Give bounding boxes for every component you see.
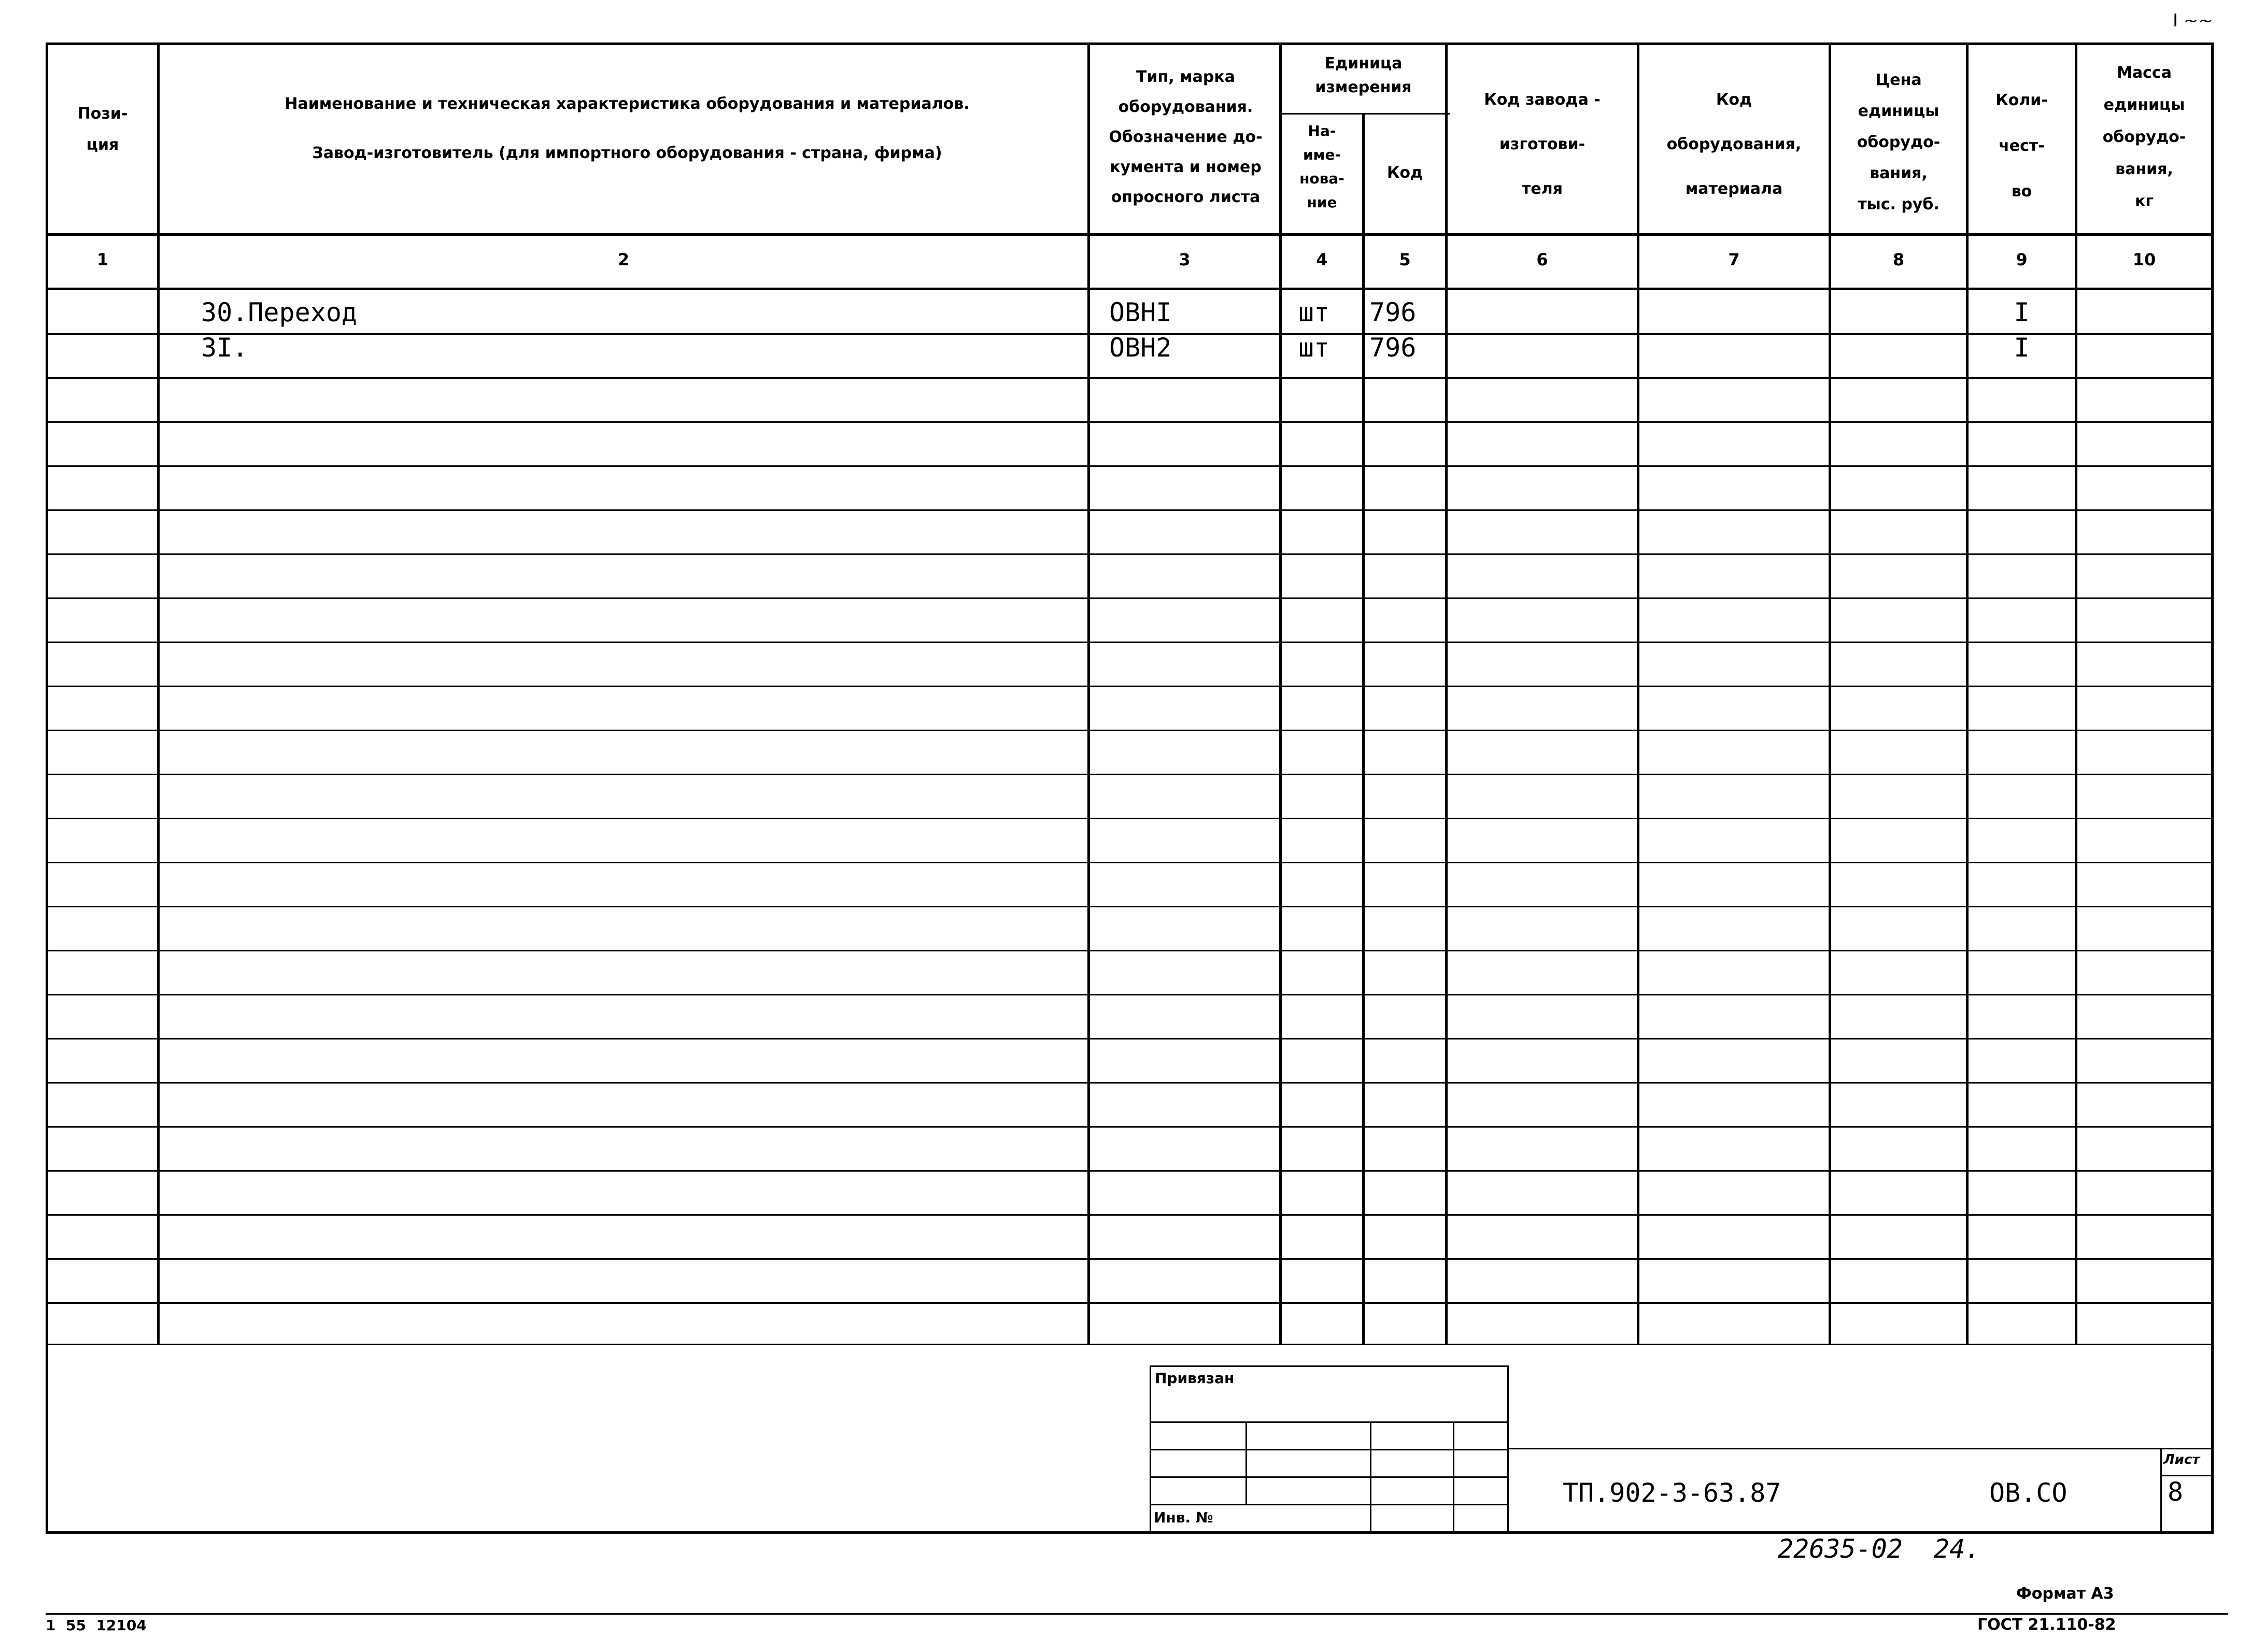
tb-vline: [1245, 1421, 1247, 1504]
gost-label: ГОСТ 21.110-82: [1977, 1616, 2116, 1634]
header-unit-name: На- име- нова- ние: [1299, 122, 1344, 211]
inventory-label: Инв. №: [1154, 1509, 1213, 1526]
col-number-4: 4: [1316, 250, 1328, 269]
tb-sheet-line: [2160, 1475, 2212, 1476]
col-divider-8: [1966, 42, 1969, 1345]
row-line: [46, 377, 2212, 379]
header-unit: Единица измерения: [1315, 54, 1412, 96]
unit-subheader-line: [1279, 113, 1450, 115]
row-unit-code: 796: [1369, 333, 1417, 363]
row-line: [46, 1038, 2212, 1039]
tb-vline: [1507, 1365, 1509, 1532]
col-divider-7: [1829, 42, 1831, 1345]
column-number-line: [46, 288, 2212, 290]
header-unit-code: Код: [1386, 164, 1423, 182]
col-divider-9: [2075, 42, 2077, 1345]
tb-vline: [1453, 1421, 1454, 1532]
col-number-9: 9: [2016, 250, 2028, 269]
row-name: 30.Переход: [201, 297, 358, 327]
corner-mark: I ~~: [2173, 10, 2213, 31]
format-label: Формат А3: [2016, 1585, 2114, 1603]
footer-left-code: 1 55 12104: [46, 1617, 147, 1634]
col-divider-4: [1362, 113, 1365, 1345]
row-line: [46, 774, 2212, 775]
footer-line: [46, 1613, 2228, 1615]
row-line: [46, 597, 2212, 599]
row-line: [46, 994, 2212, 995]
row-line: [46, 686, 2212, 687]
row-line: [46, 1170, 2212, 1172]
row-line: [46, 509, 2212, 511]
header-type: Тип, марка оборудования. Обозначение до- кумента и номер опросного листа: [1109, 68, 1263, 206]
col-divider-6: [1637, 42, 1639, 1345]
row-line: [46, 906, 2212, 907]
col-divider-3: [1279, 42, 1282, 1345]
col-number-5: 5: [1399, 250, 1411, 269]
tb-vline: [1370, 1421, 1371, 1532]
row-unit-name: шт: [1298, 333, 1330, 363]
col-divider-5: [1445, 42, 1448, 1345]
document-code: ТП.902-3-63.87: [1563, 1478, 1781, 1508]
row-type: ОВНI: [1109, 297, 1172, 327]
header-mass: Масса единицы оборудо- вания, кг: [2102, 64, 2186, 210]
col-number-2: 2: [617, 250, 630, 269]
header-name-line1: Наименование и техническая характеристика оборудования и материалов.: [285, 95, 970, 113]
row-line: [46, 1082, 2212, 1084]
header-quantity: Коли- чест- во: [1995, 91, 2048, 201]
col-number-6: 6: [1536, 250, 1548, 269]
table-top-border: [46, 42, 2212, 45]
tb-main-top-line: [1507, 1448, 2212, 1449]
row-line: [46, 730, 2212, 731]
header-factory-code: Код завода - изготови- теля: [1484, 91, 1601, 198]
row-line: [46, 1214, 2212, 1216]
row-unit-name: шт: [1298, 297, 1330, 327]
row-line: [46, 950, 2212, 951]
row-quantity: I: [2014, 333, 2030, 363]
row-line: [46, 1302, 2212, 1304]
row-line: [46, 553, 2212, 555]
tb-vline: [2160, 1448, 2162, 1532]
col-number-10: 10: [2132, 250, 2156, 269]
row-unit-code: 796: [1369, 297, 1417, 327]
header-position: Пози- ция: [77, 105, 128, 154]
tb-line: [1150, 1365, 1507, 1367]
header-name-line2: Завод-изготовитель (для импортного оборудования - страна, фирма): [312, 144, 942, 162]
col-number-3: 3: [1179, 250, 1191, 269]
section-code: ОВ.СО: [1989, 1478, 2068, 1508]
row-line: [46, 1258, 2212, 1260]
frame-right-border: [2211, 42, 2214, 1534]
row-name: 3I.: [201, 333, 248, 363]
row-line: [46, 1126, 2212, 1128]
col-divider-2: [1087, 42, 1090, 1345]
col-number-1: 1: [96, 250, 109, 269]
col-divider-1: [157, 42, 160, 1345]
header-price: Цена единицы оборудо- вания, тыс. руб.: [1857, 71, 1941, 213]
col-number-8: 8: [1892, 250, 1905, 269]
tb-vline: [1150, 1365, 1151, 1532]
attached-label: Привязан: [1155, 1370, 1235, 1387]
row-line: [46, 642, 2212, 643]
header-bottom-line: [46, 233, 2212, 236]
archive-number: 22635-02 24.: [1778, 1534, 1981, 1564]
sheet-number: 8: [2168, 1477, 2184, 1507]
row-line: [46, 465, 2212, 467]
header-equipment-code: Код оборудования, материала: [1666, 91, 1802, 198]
sheet-label: Лист: [2163, 1452, 2200, 1468]
table-body-bottom-line: [46, 1344, 2212, 1345]
row-line: [46, 421, 2212, 423]
col-number-7: 7: [1728, 250, 1740, 269]
row-type: ОВН2: [1109, 333, 1172, 363]
row-line: [46, 862, 2212, 863]
row-line: [46, 818, 2212, 819]
row-quantity: I: [2014, 297, 2030, 327]
